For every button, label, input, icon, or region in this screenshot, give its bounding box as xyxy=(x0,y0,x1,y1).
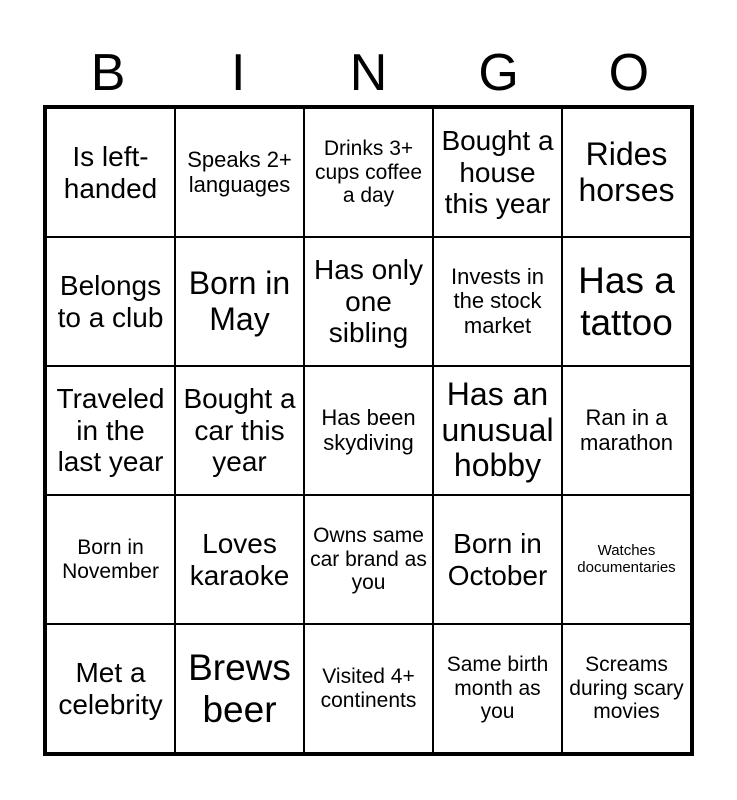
header-letter-b: B xyxy=(90,44,126,102)
bingo-cell[interactable]: Visited 4+ continents xyxy=(304,624,433,753)
bingo-cell[interactable]: Born in November xyxy=(46,495,175,624)
header-letter-n: N xyxy=(349,44,388,102)
bingo-header xyxy=(43,44,694,102)
bingo-cell[interactable]: Born in October xyxy=(433,495,562,624)
bingo-cell[interactable]: Met a celebrity xyxy=(46,624,175,753)
bingo-cell[interactable]: Traveled in the last year xyxy=(46,366,175,495)
bingo-cell[interactable]: Speaks 2+ languages xyxy=(175,108,304,237)
bingo-cell[interactable]: Is left-handed xyxy=(46,108,175,237)
bingo-cell[interactable]: Has only one sibling xyxy=(304,237,433,366)
bingo-cell[interactable]: Ran in a marathon xyxy=(562,366,691,495)
bingo-cell[interactable]: Loves karaoke xyxy=(175,495,304,624)
bingo-cell[interactable]: Same birth month as you xyxy=(433,624,562,753)
bingo-cell[interactable]: Brews beer xyxy=(175,624,304,753)
bingo-cell[interactable]: Rides horses xyxy=(562,108,691,237)
header-letter-i: I xyxy=(231,44,246,102)
bingo-cell[interactable]: Has been skydiving xyxy=(304,366,433,495)
bingo-cell[interactable]: Bought a car this year xyxy=(175,366,304,495)
header-letter-g: G xyxy=(478,44,519,102)
bingo-cell[interactable]: Owns same car brand as you xyxy=(304,495,433,624)
bingo-cell[interactable]: Drinks 3+ cups coffee a day xyxy=(304,108,433,237)
bingo-cell[interactable]: Bought a house this year xyxy=(433,108,562,237)
bingo-cell[interactable]: Invests in the stock market xyxy=(433,237,562,366)
bingo-cell[interactable]: Watches documentaries xyxy=(562,495,691,624)
bingo-cell[interactable]: Screams during scary movies xyxy=(562,624,691,753)
header-letter-o: O xyxy=(608,44,650,102)
bingo-cell[interactable]: Has a tattoo xyxy=(562,237,691,366)
bingo-cell[interactable]: Belongs to a club xyxy=(46,237,175,366)
bingo-card-grid xyxy=(43,105,694,756)
bingo-cell[interactable]: Born in May xyxy=(175,237,304,366)
bingo-cell[interactable]: Has an unusual hobby xyxy=(433,366,562,495)
